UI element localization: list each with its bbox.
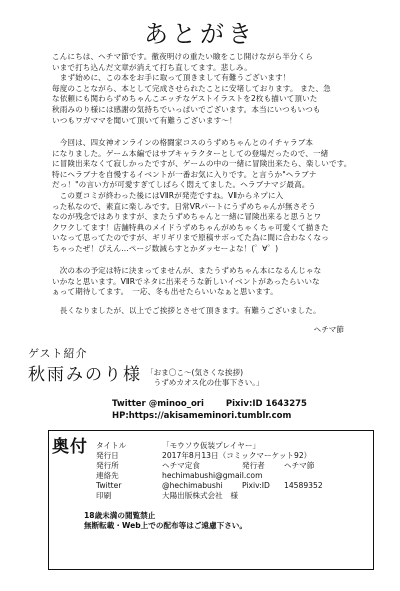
guest-twitter	[112, 398, 204, 410]
afterword-paragraph-4: 長くなりましたが、以上でご挨拶とさせて頂きます。有難うございました。	[52, 306, 321, 315]
guest-homepage	[112, 410, 291, 422]
afterword-paragraph-3: 次の本の予定は特に決まってませんが、またうずめちゃん本になるんじゃな いかなと思います。VⅡRでネタに出来そうな新しいイベントがあったらいいな ぁって期待してます。 一応、冬も出せたらいいなぁと思います。	[52, 266, 322, 297]
guest-heading: ゲスト紹介	[28, 347, 88, 360]
colophon-row-date	[96, 451, 311, 461]
colophon-value: 大陽出版株式会社 様	[162, 491, 238, 500]
colophon-row-printer	[96, 491, 238, 501]
guest-pixiv-label: Pixiv:ID	[225, 399, 263, 409]
afterword-paragraph-1: こんにちは、ヘチマ節です。徹夜明けの重たい瞼をこじ開けながら半分くら いまで打ち込んだ文章が消えて打ち直してます。悲しみ。 まず始めに、この本をお手に取って頂きまして有難うございます！ 毎度のことながら、本として完成させられたことに安堵しております。 また、急 な依頼にも関わらずめちゃんこエッチなゲストイラストを2枚も描いて頂いた 秋雨みのり様には感謝の気持ちでいっぱいでございます。本当にいつもいつも いつもワガママを聞いて頂いて有難うございます～！	[52, 52, 331, 125]
colophon-label-2: Pixiv:ID	[242, 481, 270, 490]
colophon-label: 発行所	[96, 461, 119, 470]
guest-pixiv	[226, 398, 307, 410]
guest-homepage-url: https://akisameminori.tumblr.com	[128, 411, 292, 421]
guest-pixiv-id: 1643275	[265, 399, 307, 409]
colophon-value: @hechimabushi	[162, 481, 223, 490]
colophon-label: 印刷	[96, 491, 112, 500]
guest-message: 「おま〇こ～(気さくな挨拶) うずめカオス化の仕事下さい。」	[146, 368, 264, 387]
colophon-label: 連絡先	[96, 471, 119, 480]
colophon-value: 2017年8月13日（コミックマーケット92）	[162, 451, 312, 460]
colophon-row-contact	[96, 471, 262, 481]
colophon-value-2: 14589352	[284, 481, 323, 490]
colophon-label-2: 発行者	[242, 461, 265, 470]
colophon-label: 発行日	[96, 451, 119, 460]
colophon-value: ヘチマ定食	[162, 461, 200, 470]
colophon-label: タイトル	[96, 441, 127, 450]
colophon-row-publisher	[96, 461, 314, 471]
guest-twitter-label: Twitter	[112, 399, 146, 409]
colophon-row-twitter	[96, 481, 323, 491]
guest-credits	[112, 398, 372, 422]
author-signature: ヘチマ節	[313, 325, 344, 334]
guest-twitter-handle: @minoo_ori	[148, 399, 204, 409]
age-restriction-notice: 18歳未満の閲覧禁止	[84, 511, 156, 520]
colophon-title: 奥付	[52, 437, 88, 457]
afterword-paragraph-2: 今回は、四女神オンラインの格闘家コスのうずめちゃんとのイチャラブ本 になりました。ゲーム本編ではサブキャラクターとしての登場だったので、一緒 に冒険出来なくて寂しかったですが、ゲームの中の一緒に冒険出来たら、楽しいです。 特にヘラブナを自慢するイベントが一番お気に入りです。と言うか"ヘラブナ だっ！"の言い方が可愛すぎてしばらく悶えてました。ヘラブナマジ最高。 この夏コミが終わった後にはVⅡRが発売ですね。VⅡからネプに入 った私なので、素直に楽しみです。日常VRパートにうずめちゃんが無さそう なのが残念ではありますが、またうずめちゃんと一緒に冒険出来ると思うとワ クワクしてます！店舗特典のメイドうずめちゃんがめちゃくちゃ可愛くて描きた いなって思ってたのですが、ギリギリまで原稿サボってた為に間に合わなくなっ ちゃったぜ！ぴえん...ページ数減らすとかダッセーよな！(゜∀゜)	[52, 138, 352, 253]
redistribution-notice: 無断転載・Web上での配布等はご遠慮下さい。	[84, 521, 247, 530]
colophon-row-title	[96, 441, 260, 451]
guest-name: 秋雨みのり様	[28, 365, 142, 385]
colophon-value: 「モウソウ仮装プレイヤー」	[162, 441, 261, 450]
colophon-label: Twitter	[96, 481, 122, 490]
colophon-value: hechimabushi@gmail.com	[162, 471, 263, 480]
colophon-value-2: ヘチマ節	[284, 461, 315, 470]
page-title: あとがき	[144, 20, 256, 48]
guest-homepage-label: HP:	[112, 411, 129, 421]
